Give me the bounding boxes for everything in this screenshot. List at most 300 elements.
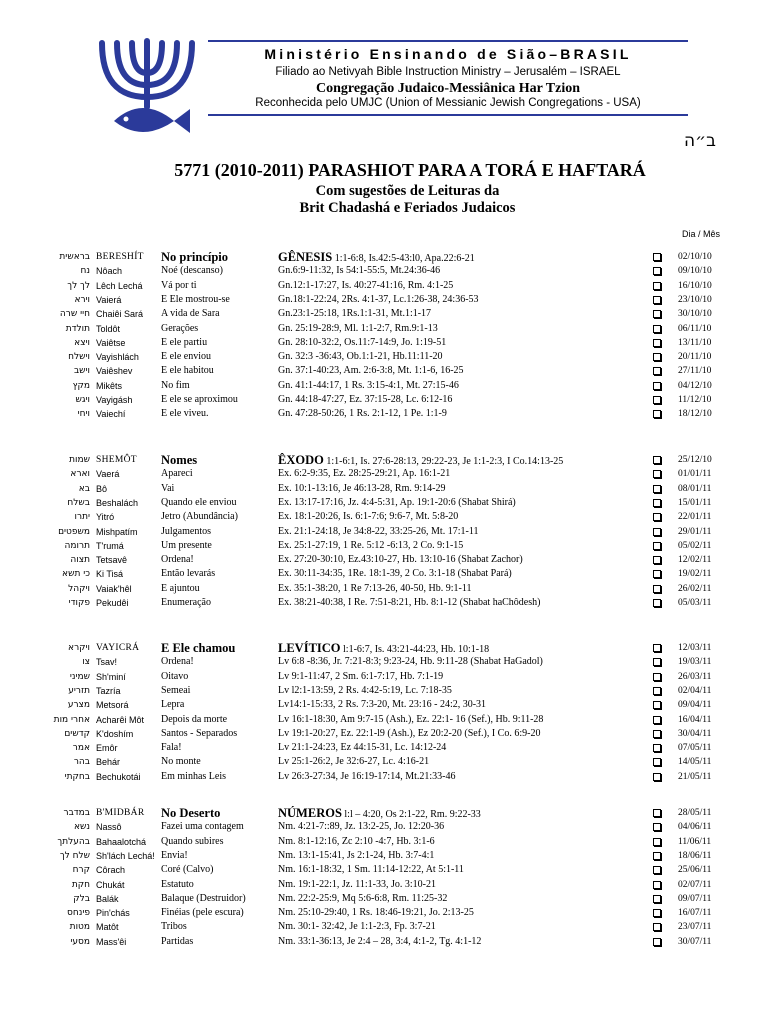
checkbox[interactable] <box>653 513 661 521</box>
transliteration: Vaierá <box>96 294 122 305</box>
congregation-name: Congregação Judaico-Messiânica Har Tzion <box>315 81 581 96</box>
transliteration: SHEMÔT <box>96 455 137 465</box>
hebrew-name: אמר <box>72 743 90 754</box>
checkbox[interactable] <box>653 701 661 709</box>
book-readings: 1:1-6:1, Is. 27:6-28:13, 29:22-23, Je 1:1-2:3, I Co.14:13-25 <box>323 456 564 467</box>
affiliation: Filiado ao Netivyah Bible Instruction Ministry – Jerusalém – ISRAEL <box>275 66 621 78</box>
checkbox[interactable] <box>653 730 661 738</box>
subtitle-2: Brit Chadashá e Feriados Judaicos <box>299 200 516 216</box>
date: 12/02/11 <box>678 555 712 566</box>
checkbox[interactable] <box>653 866 661 874</box>
readings: Ex. 18:1-20:26, Is. 6:1-7:6; 9:6-7, Mt. 5:8-20 <box>278 511 459 523</box>
date: 07/05/11 <box>678 743 712 754</box>
readings: Gn. 28:10-32:2, Os.11:7-14:9, Jo. 1:19-51 <box>278 336 447 348</box>
date: 26/03/11 <box>678 671 712 682</box>
date: 11/06/11 <box>678 836 712 847</box>
portuguese-meaning: E ele habitou <box>161 365 214 377</box>
portuguese-meaning: Tribos <box>161 921 187 933</box>
date: 06/11/10 <box>678 323 712 334</box>
hebrew-name: וירא <box>74 294 90 305</box>
portuguese-meaning: Quando subires <box>161 835 224 847</box>
date: 05/02/11 <box>678 540 712 551</box>
transliteration: Mass'êi <box>96 936 127 947</box>
hebrew-name: בהר <box>73 757 90 768</box>
readings: Gn. 32:3 -36:43, Ob.1:1-21, Hb.11:11-20 <box>278 351 443 363</box>
readings: Gn. 25:19-28:9, Ml. 1:1-2:7, Rm.9:1-13 <box>278 322 438 334</box>
readings: Nm. 16:1-18:32, 1 Sm. 11:14-12:22, At 5:1-11 <box>278 864 464 876</box>
checkbox[interactable] <box>653 658 661 666</box>
hebrew-name: ויחי <box>77 409 90 420</box>
hebrew-name: וישב <box>73 366 90 377</box>
table-row <box>0 582 768 596</box>
subtitle-1: Com sugestões de Leituras da <box>315 183 500 199</box>
date: 02/04/11 <box>678 685 712 696</box>
hebrew-name: שמות <box>69 455 90 465</box>
table-row <box>0 467 768 481</box>
date: 18/06/11 <box>678 850 712 861</box>
table-row <box>0 293 768 307</box>
table-row <box>0 279 768 293</box>
transliteration: Pekudêi <box>96 598 129 608</box>
checkbox[interactable] <box>653 838 661 846</box>
readings: Lv 25:1-26:2, Je 32:6-27, Lc. 4:16-21 <box>278 756 430 768</box>
date: 18/12/10 <box>678 409 712 420</box>
checkbox[interactable] <box>653 599 661 607</box>
table-row <box>0 407 768 421</box>
checkbox[interactable] <box>653 456 661 464</box>
hebrew-name: אחרי מות <box>53 714 90 725</box>
portuguese-meaning: Noé (descanso) <box>161 265 223 277</box>
transliteration: Vaiak'hêl <box>96 583 132 594</box>
transliteration: Beshalách <box>96 497 139 508</box>
hebrew-name: לך לך <box>67 280 90 291</box>
transliteration: K'doshím <box>96 728 134 739</box>
checkbox[interactable] <box>653 542 661 550</box>
hebrew-name: בהעלתך <box>57 836 90 847</box>
table-row <box>0 250 768 264</box>
checkbox[interactable] <box>653 410 661 418</box>
table-row <box>0 539 768 553</box>
table-row <box>0 393 768 407</box>
portuguese-meaning: Partidas <box>161 935 194 947</box>
menorah-fish-logo <box>92 35 202 145</box>
transliteration: Tsav! <box>96 657 118 668</box>
portuguese-meaning: E Ele chamou <box>161 641 236 655</box>
readings: Lv 21:1-24:23, Ez 44:15-31, Lc. 14:12-24 <box>278 742 447 754</box>
hebrew-name: ויצא <box>74 337 90 348</box>
checkbox[interactable] <box>653 310 661 318</box>
hebrew-name: ויקרא <box>68 643 90 653</box>
date: 09/10/10 <box>678 266 712 277</box>
checkbox[interactable] <box>653 253 661 261</box>
portuguese-meaning: E ele enviou <box>161 351 211 363</box>
readings: Gn.18:1-22:24, 2Rs. 4:1-37, Lc.1:26-38, 24:36-53 <box>278 293 479 305</box>
portuguese-meaning: Nomes <box>161 453 198 467</box>
readings: Lv l2:1-13:59, 2 Rs. 4:42-5:19, Lc. 7:18-35 <box>278 684 452 696</box>
readings: Nm. 13:1-15:41, Js 2:1-24, Hb. 3:7-4:1 <box>278 849 435 861</box>
table-row <box>0 307 768 321</box>
portuguese-meaning: No princípio <box>161 250 229 264</box>
portuguese-meaning: Quando ele enviou <box>161 496 237 508</box>
hebrew-name: שמיני <box>69 671 90 682</box>
date: 23/10/10 <box>678 294 712 305</box>
readings: Lv 16:1-18:30, Am 9:7-15 (Ash.), Ez. 22:1- 16 (Sef.), Hb. 9:11-28 <box>278 713 544 725</box>
date: 19/02/11 <box>678 569 712 580</box>
portuguese-meaning: Julgamentos <box>161 525 211 537</box>
transliteration: Metsorá <box>96 700 129 711</box>
hebrew-name: משפטים <box>58 526 90 537</box>
date: 15/01/11 <box>678 497 712 508</box>
date: 01/01/11 <box>678 469 712 480</box>
portuguese-meaning: No monte <box>161 756 201 768</box>
date: 26/02/11 <box>678 583 712 594</box>
table-row <box>0 906 768 920</box>
ministry-name: Ministério Ensinando de Sião–BRASIL <box>264 46 632 62</box>
portuguese-meaning: Vá por ti <box>161 279 197 291</box>
table-row <box>0 322 768 336</box>
portuguese-meaning: Oitavo <box>161 670 189 682</box>
checkbox[interactable] <box>653 687 661 695</box>
hebrew-name: בלק <box>73 893 90 904</box>
table-row <box>0 878 768 892</box>
checkbox[interactable] <box>653 895 661 903</box>
book-readings: l:1-6:7, Is. 43:21-44:23, Hb. 10:1-18 <box>340 644 490 655</box>
table-row <box>0 863 768 877</box>
hebrew-name: וארא <box>70 469 90 480</box>
table-row <box>0 553 768 567</box>
checkbox[interactable] <box>653 282 661 290</box>
checkbox[interactable] <box>653 852 661 860</box>
date: 19/03/11 <box>678 657 712 668</box>
transliteration: Emôr <box>96 743 118 754</box>
checkbox[interactable] <box>653 528 661 536</box>
hebrew-name: בשלח <box>67 497 90 508</box>
transliteration: Vayigásh <box>96 395 133 405</box>
hebrew-name: תולדת <box>65 323 90 334</box>
transliteration: Côrach <box>96 865 126 876</box>
table-row <box>0 670 768 684</box>
table-row <box>0 525 768 539</box>
portuguese-meaning: Então levarás <box>161 568 216 580</box>
hebrew-name: כי תשא <box>62 569 90 580</box>
portuguese-meaning: Finéias (pele escura) <box>161 907 244 919</box>
hebrew-name: ויקהל <box>68 583 90 594</box>
date: 11/12/10 <box>678 395 712 405</box>
checkbox[interactable] <box>653 773 661 781</box>
portuguese-meaning: E Ele mostrou-se <box>161 293 230 305</box>
readings: Ex. 35:1-38:20, 1 Re 7:13-26, 40-50, Hb. 9:1-11 <box>278 582 472 594</box>
transliteration: Tetsavê <box>96 555 128 566</box>
date: 28/05/11 <box>678 808 712 818</box>
book-name: LEVÍTICO <box>278 641 341 655</box>
checkbox[interactable] <box>653 382 661 390</box>
readings: Gn. 47:28-50:26, 1 Rs. 2:1-12, 1 Pe. 1:1-9 <box>278 408 447 420</box>
transliteration: Bahaalotchá <box>96 836 147 847</box>
date: 08/01/11 <box>678 483 712 494</box>
portuguese-meaning: Fazei uma contagem <box>161 821 244 833</box>
readings: Ex. 30:11-34:35, 1Re. 18:1-39, 2 Co. 3:1-18 (Shabat Pará) <box>278 568 512 580</box>
checkbox[interactable] <box>653 367 661 375</box>
checkbox[interactable] <box>653 325 661 333</box>
checkbox[interactable] <box>653 585 661 593</box>
checkbox[interactable] <box>653 758 661 766</box>
portuguese-meaning: Fala! <box>161 742 182 754</box>
readings: Nm. 8:1-12:16, Zc 2:10 -4:7, Hb. 3:1-6 <box>278 835 435 847</box>
date: 25/06/11 <box>678 865 712 876</box>
table-row <box>0 510 768 524</box>
table-row <box>0 770 768 784</box>
book-name: ÊXODO <box>278 453 324 467</box>
readings: Nm. 25:10-29:40, 1 Rs. 18:46-19:21, Jo. 2:13-25 <box>278 907 474 919</box>
transliteration: Vaiêshev <box>96 366 133 377</box>
transliteration: Sh'lách Lechá! <box>96 850 155 861</box>
checkbox[interactable] <box>653 499 661 507</box>
transliteration: Behár <box>96 757 121 768</box>
portuguese-meaning: Gerações <box>161 322 199 334</box>
hebrew-name: מסעי <box>70 936 90 947</box>
date: 30/07/11 <box>678 936 712 947</box>
portuguese-meaning: E ajuntou <box>161 582 200 594</box>
date: 20/11/10 <box>678 352 712 363</box>
transliteration: Mishpatím <box>96 526 138 537</box>
date: 16/10/10 <box>678 280 712 291</box>
checkbox[interactable] <box>653 485 661 493</box>
date: 04/12/10 <box>678 380 712 391</box>
checkbox[interactable] <box>653 744 661 752</box>
table-row <box>0 698 768 712</box>
table-row <box>0 820 768 834</box>
readings: Ex. 27:20-30:10, Ez.43:10-27, Hb. 13:10-16 (Shabat Zachor) <box>278 554 523 566</box>
book-readings: 1:1-6:8, Is.42:5-43:l0, Apa.22:6-21 <box>332 253 475 264</box>
portuguese-meaning: E ele viveu. <box>161 408 209 420</box>
hebrew-name: במדבר <box>63 808 90 818</box>
portuguese-meaning: Ordena! <box>161 656 194 668</box>
date: 02/10/10 <box>678 252 712 262</box>
hebrew-name: חקת <box>71 879 90 890</box>
transliteration: T'rumá <box>96 540 124 551</box>
checkbox[interactable] <box>653 296 661 304</box>
readings: Gn.12:1-17:27, Is. 40:27-41:16, Rm. 4:1-25 <box>278 279 454 291</box>
transliteration: Vayishlách <box>96 352 139 363</box>
portuguese-meaning: Depois da morte <box>161 713 228 725</box>
readings: Ex. 6:2-9:35, Ez. 28:25-29:21, Ap. 16:1-21 <box>278 468 451 480</box>
table-row <box>0 336 768 350</box>
checkbox[interactable] <box>653 353 661 361</box>
table-row <box>0 849 768 863</box>
portuguese-meaning: Um presente <box>161 539 212 551</box>
portuguese-meaning: E ele se aproximou <box>161 394 238 405</box>
page-title: 5771 (2010-2011) PARASHIOT PARA A TORÁ E HAFTARÁ <box>174 160 646 180</box>
table-row <box>0 713 768 727</box>
hebrew-name: פינחס <box>67 908 90 919</box>
transliteration: Vaiêtse <box>96 337 126 348</box>
date: 16/07/11 <box>678 908 712 919</box>
table-row <box>0 892 768 906</box>
transliteration: Sh'miní <box>96 671 126 682</box>
transliteration: Acharêi Môt <box>96 714 145 725</box>
date: 16/04/11 <box>678 714 712 725</box>
transliteration: Nassô <box>96 822 122 833</box>
header-rule-top <box>208 40 688 42</box>
date: 14/05/11 <box>678 757 712 768</box>
checkbox[interactable] <box>653 470 661 478</box>
portuguese-meaning: No Deserto <box>161 806 221 820</box>
transliteration: Tazría <box>96 685 121 696</box>
date-column-header: Dia / Mês <box>682 229 721 239</box>
portuguese-meaning: Envia! <box>161 849 188 861</box>
checkbox[interactable] <box>653 923 661 931</box>
readings: Ex. 13:17-17:16, Jz. 4:4-5:31, Ap. 19:1-20:6 (Shabat Shirá) <box>278 496 516 508</box>
transliteration: Chukát <box>96 879 125 890</box>
checkbox[interactable] <box>653 673 661 681</box>
hebrew-name: בחקתי <box>64 771 90 782</box>
table-row <box>0 684 768 698</box>
transliteration: Pin'chás <box>96 908 130 919</box>
portuguese-meaning: A vida de Sara <box>161 308 220 320</box>
table-row <box>0 453 768 467</box>
checkbox[interactable] <box>653 716 661 724</box>
checkbox[interactable] <box>653 570 661 578</box>
checkbox[interactable] <box>653 938 661 946</box>
table-row <box>0 741 768 755</box>
transliteration: Ki Tisá <box>96 569 124 580</box>
readings: Ex. 38:21-40:38, I Re. 7:51-8:21, Hb. 8:1-12 (Shabat haChôdesh) <box>278 597 541 608</box>
portuguese-meaning: Em minhas Leis <box>161 770 226 782</box>
table-row <box>0 655 768 669</box>
portuguese-meaning: E ele partiu <box>161 336 208 348</box>
portuguese-meaning: Apareci <box>161 468 193 480</box>
transliteration: Yitró <box>96 512 115 523</box>
readings: Lv14:1-15:33, 2 Rs. 7:3-20, Mt. 23:16 - 24:2, 30-31 <box>278 699 487 711</box>
date: 30/10/10 <box>678 309 712 320</box>
date: 05/03/11 <box>678 598 712 608</box>
date: 02/07/11 <box>678 879 712 890</box>
table-row <box>0 496 768 510</box>
date: 12/03/11 <box>678 643 712 653</box>
portuguese-meaning: Santos - Separados <box>161 727 238 739</box>
hebrew-name: נשא <box>74 822 90 833</box>
book-name: NÚMEROS <box>278 806 342 820</box>
date: 22/01/11 <box>678 512 712 523</box>
transliteration: Bechukotái <box>96 771 141 782</box>
readings: Nm. 30:1- 32:42, Je 1:1-2:3, Fp. 3:7-21 <box>278 921 436 933</box>
readings: Gn. 37:1-40:23, Am. 2:6-3:8, Mt. 1:1-6, 16-25 <box>278 365 464 377</box>
hebrew-name: בראשית <box>59 252 90 262</box>
table-row <box>0 935 768 949</box>
table-row <box>0 482 768 496</box>
date: 09/07/11 <box>678 893 712 904</box>
hebrew-name: פקודי <box>68 598 90 608</box>
readings: Ex. 10:1-13:16, Je 46:13-28, Rm. 9:14-29 <box>278 482 446 494</box>
checkbox[interactable] <box>653 809 661 817</box>
transliteration: Bô <box>96 483 108 494</box>
portuguese-meaning: Ordena! <box>161 554 194 566</box>
hebrew-name: מצרע <box>67 700 90 711</box>
portuguese-meaning: Lepra <box>161 699 185 711</box>
table-row <box>0 264 768 278</box>
table-row <box>0 350 768 364</box>
header-rule-bottom <box>208 114 688 116</box>
readings: Nm. 4:21-7::89, Jz. 13:2-25, Jo. 12:20-36 <box>278 821 445 833</box>
checkbox[interactable] <box>653 909 661 917</box>
readings: Gn.23:1-25:18, 1Rs.1:1-31, Mt.1:1-17 <box>278 308 432 320</box>
date: 09/04/11 <box>678 700 712 711</box>
hebrew-name: קדשים <box>64 728 90 739</box>
table-row <box>0 596 768 610</box>
hebrew-name: תזריע <box>68 685 90 696</box>
readings: Ex. 21:1-24:18, Je 34:8-22, 33:25-26, Mt. 17:1-11 <box>278 525 479 537</box>
readings: Lv 19:1-20:27, Ez. 22:1-l9 (Ash.), Ez 20:2-20 (Sef.), I Co. 6:9-20 <box>278 727 541 739</box>
hebrew-name: יתרו <box>74 512 90 523</box>
checkbox[interactable] <box>653 396 661 404</box>
readings: Gn. 41:1-44:17, 1 Rs. 3:15-4:1, Mt. 27:15-46 <box>278 379 459 391</box>
portuguese-meaning: Estatuto <box>161 878 194 890</box>
date: 21/05/11 <box>678 771 712 782</box>
readings: Gn.6:9-11:32, Is 54:1-55:5, Mt.24:36-46 <box>278 265 441 277</box>
portuguese-meaning: Coré (Calvo) <box>161 864 214 876</box>
date: 13/11/10 <box>678 337 712 348</box>
hebrew-name: תרומה <box>64 540 90 551</box>
table-row <box>0 835 768 849</box>
book-name: GÊNESIS <box>278 250 333 264</box>
table-row <box>0 567 768 581</box>
checkbox[interactable] <box>653 339 661 347</box>
table-row <box>0 806 768 820</box>
transliteration: Toldôt <box>96 323 121 334</box>
transliteration: BERESHÍT <box>96 252 144 262</box>
transliteration: Vaiechí <box>96 409 126 420</box>
portuguese-meaning: Enumeração <box>161 597 211 608</box>
readings: Nm. 19:1-22:1, Jz. 11:1-33, Jo. 3:10-21 <box>278 878 436 890</box>
table-row <box>0 727 768 741</box>
bsd-mark: ב״ה <box>684 131 716 151</box>
hebrew-name: קרח <box>72 865 90 876</box>
readings: Lv 26:3-27:34, Je 16:19-17:14, Mt.21:33-46 <box>278 770 456 782</box>
checkbox[interactable] <box>653 644 661 652</box>
checkbox[interactable] <box>653 556 661 564</box>
transliteration: Matôt <box>96 922 119 933</box>
hebrew-name: מקץ <box>72 380 90 391</box>
table-row <box>0 920 768 934</box>
date: 30/04/11 <box>678 728 712 739</box>
transliteration: B'MIDBÁR <box>96 808 145 818</box>
hebrew-name: שלח לך <box>59 850 90 861</box>
transliteration: Nôach <box>96 266 123 277</box>
transliteration: Lêch Lechá <box>96 280 143 291</box>
checkbox[interactable] <box>653 823 661 831</box>
hebrew-name: ויגש <box>75 395 90 405</box>
date: 29/01/11 <box>678 526 712 537</box>
book-readings: l:l – 4:20, Os 2:1-22, Rm. 9:22-33 <box>341 809 481 820</box>
hebrew-name: וישלח <box>68 352 90 363</box>
portuguese-meaning: Semeai <box>161 684 191 696</box>
checkbox[interactable] <box>653 881 661 889</box>
hebrew-name: חיי שרה <box>59 309 90 320</box>
transliteration: VAYICRÁ <box>96 643 140 653</box>
hebrew-name: צו <box>82 657 90 668</box>
readings: Nm. 22:2-25:9, Mq 5:6-6:8, Rm. 11:25-32 <box>278 892 448 904</box>
checkbox[interactable] <box>653 267 661 275</box>
table-row <box>0 364 768 378</box>
hebrew-name: נח <box>80 266 90 277</box>
hebrew-name: מטות <box>69 922 90 933</box>
readings: Lv 9:1-11:47, 2 Sm. 6:1-7:17, Hb. 7:1-19 <box>278 670 444 682</box>
portuguese-meaning: Vai <box>161 482 175 494</box>
recognition: Reconhecida pelo UMJC (Union of Messianic Jewish Congregations - USA) <box>255 97 641 109</box>
readings: Ex. 25:1-27:19, 1 Re. 5:12 -6:13, 2 Co. 9:1-15 <box>278 539 464 551</box>
readings: Nm. 33:1-36:13, Je 2:4 – 28, 3:4, 4:1-2, Tg. 4:1-12 <box>278 935 482 947</box>
transliteration: Chaiêi Sará <box>96 309 144 320</box>
